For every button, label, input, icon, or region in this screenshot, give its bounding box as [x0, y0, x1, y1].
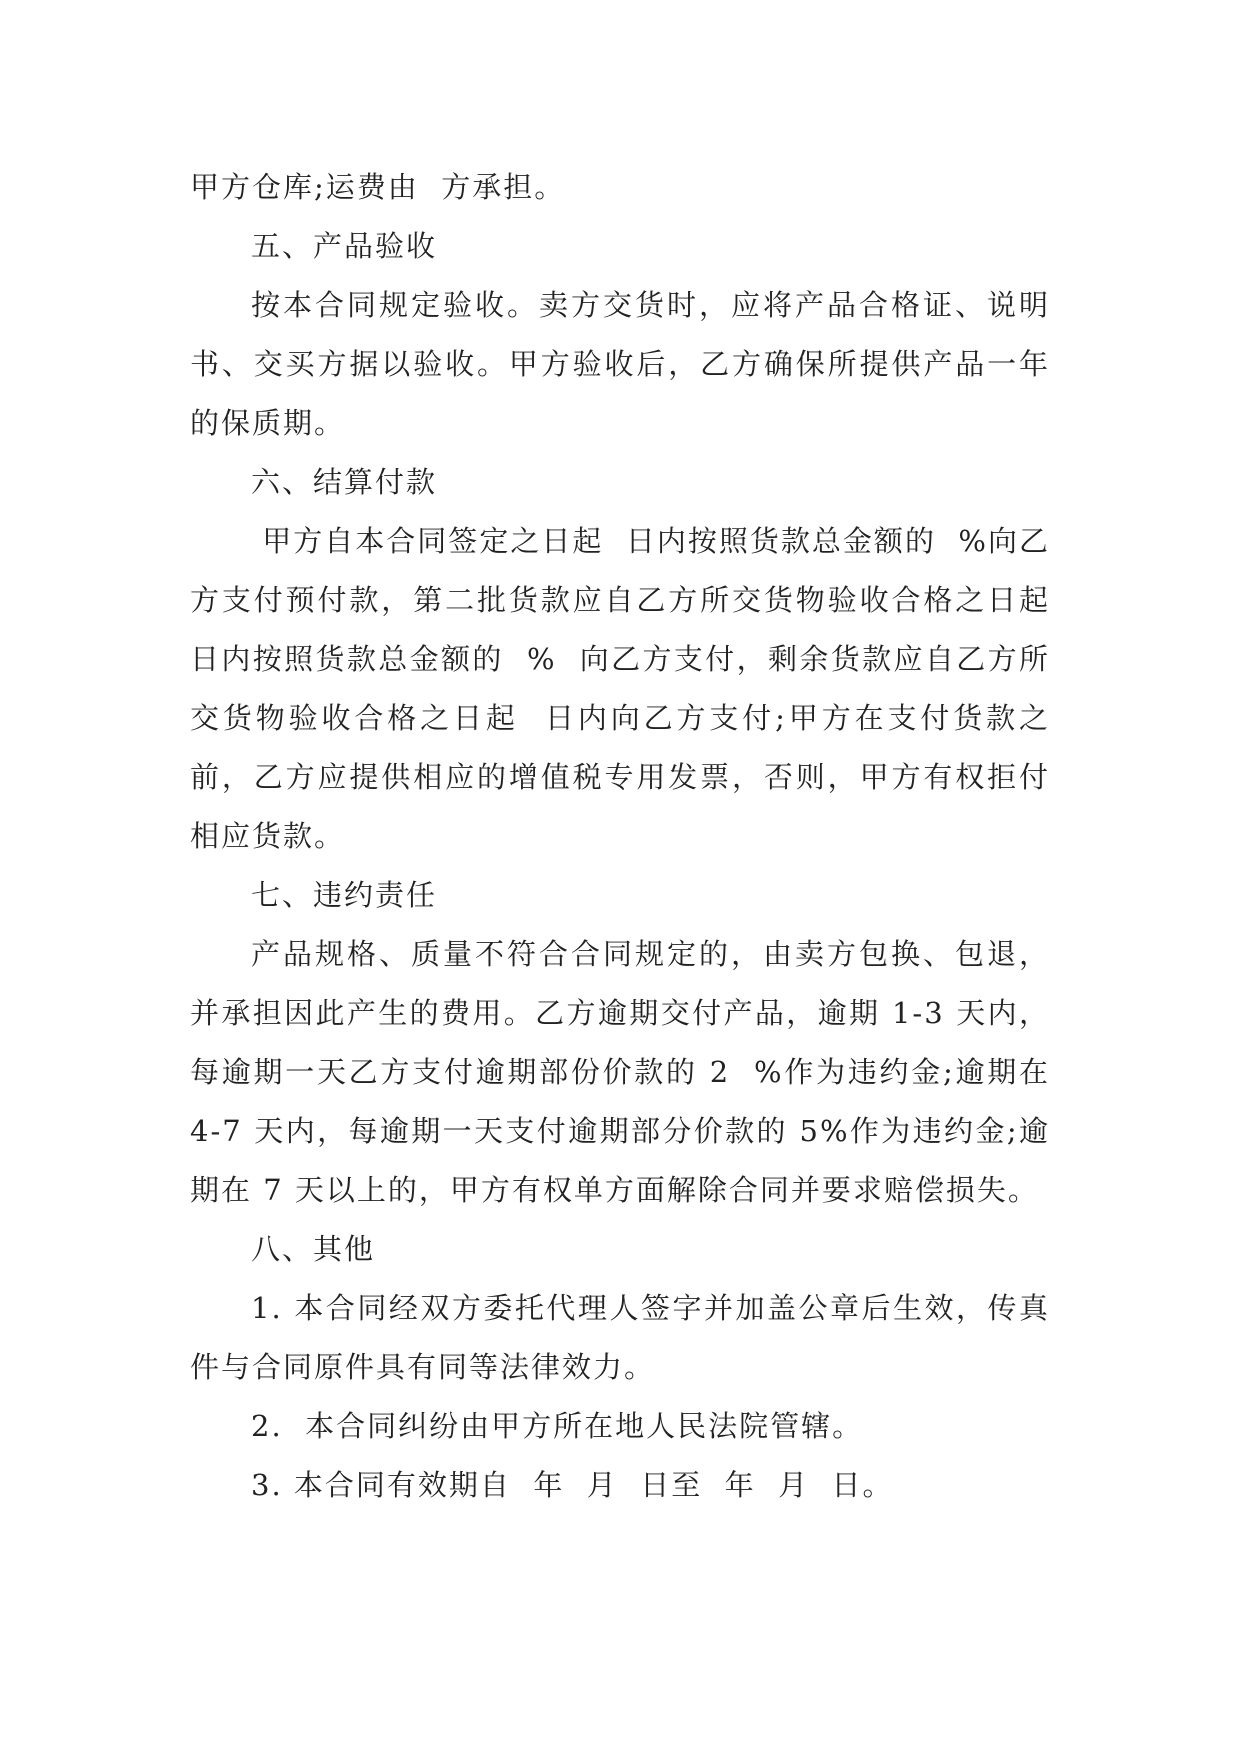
heading-breach-liability: 七、违约责任: [251, 878, 438, 912]
heading-product-acceptance: 五、产品验收: [251, 229, 438, 263]
paragraph-settlement-payment: 甲方自本合同签定之日起 日内按照货款总金额的 %向乙方支付预付款，第二批货款应自乙方所交货物验收合格之日起 日内按照货款总金额的 % 向乙方支付，剩余货款应自乙方所交货物验收合格之日起 日内向乙方支付;甲方在支付货款之前，乙方应提供相应的增值税专用发票，否则，甲方有权拒付相应货款。: [190, 524, 1073, 853]
paragraph-other-item-3: 3. 本合同有效期自 年 月 日至 年 月 日。: [251, 1468, 894, 1502]
heading-settlement-payment: 六、结算付款: [251, 465, 438, 499]
paragraph-breach-liability: 产品规格、质量不符合合同规定的，由卖方包换、包退，并承担因此产生的费用。乙方逾期交付产品，逾期 1-3 天内，每逾期一天乙方支付逾期部份价款的 2 %作为违约金;逾期在 4-7 天内，每逾期一天支付逾期部分价款的 5%作为违约金;逾期在 7 天以上的，甲方有权单方面解除合同并要求赔偿损失。: [190, 937, 1062, 1207]
paragraph-product-acceptance: 按本合同规定验收。卖方交货时，应将产品合格证、说明书、交买方据以验收。甲方验收后，乙方确保所提供产品一年的保质期。: [190, 288, 1050, 440]
paragraph-other-item-1: 1. 本合同经双方委托代理人签字并加盖公章后生效，传真件与合同原件具有同等法律效力。: [190, 1291, 1050, 1384]
paragraph-transport-cost: 甲方仓库;运费由 方承担。: [190, 170, 566, 204]
paragraph-other-item-2: 2. 本合同纠纷由甲方所在地人民法院管辖。: [251, 1409, 864, 1443]
heading-other: 八、其他: [251, 1232, 376, 1266]
contract-body: [190, 158, 1073, 1515]
